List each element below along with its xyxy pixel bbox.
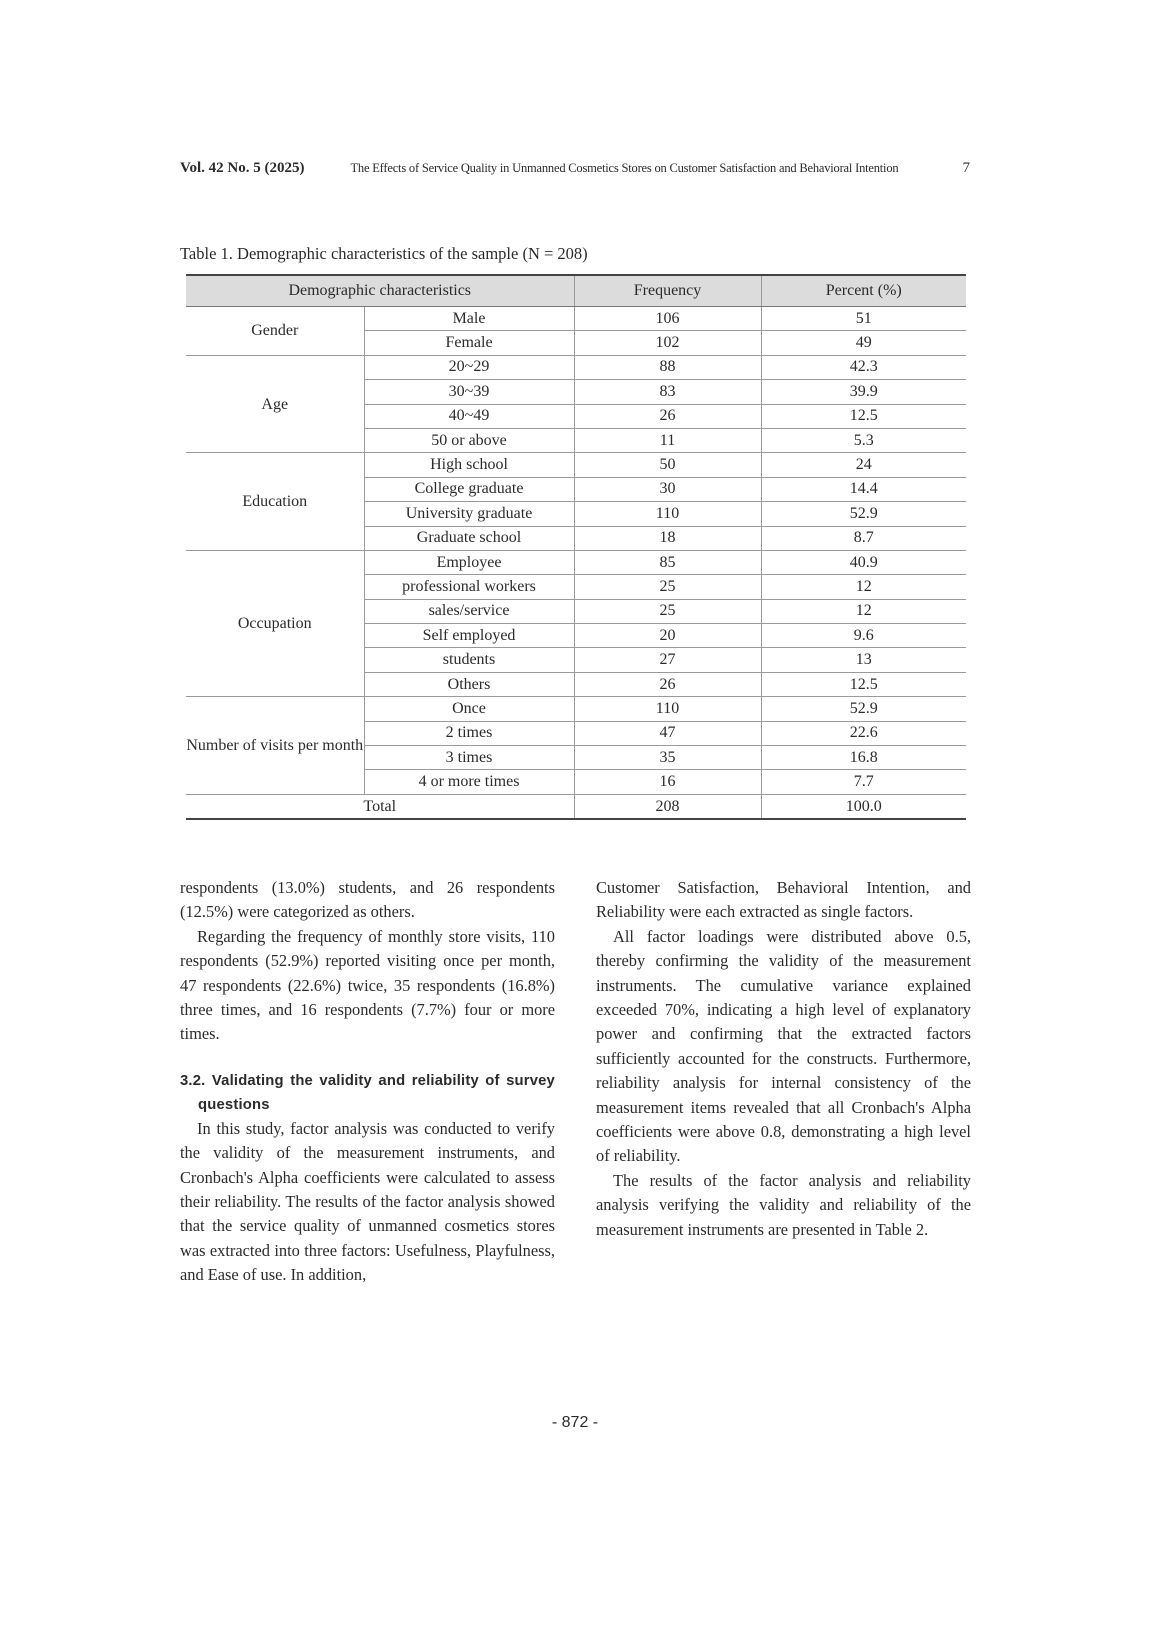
table-total-row: [186, 794, 966, 819]
group-label-visits: Number of visits per month: [186, 697, 364, 795]
row-frequency: 16: [574, 770, 761, 794]
row-frequency: 110: [574, 502, 761, 526]
demographics-table: [186, 274, 966, 820]
row-percent: 8.7: [761, 526, 966, 550]
row-frequency: 26: [574, 404, 761, 428]
table-row: [186, 453, 966, 477]
row-frequency: 18: [574, 526, 761, 550]
row-frequency: 110: [574, 697, 761, 721]
group-label-age: Age: [186, 355, 364, 453]
row-label: 2 times: [364, 721, 574, 745]
row-frequency: 20: [574, 624, 761, 648]
page-header: [180, 160, 970, 177]
row-percent: 12: [761, 575, 966, 599]
row-label: Graduate school: [364, 526, 574, 550]
header-demographic-characteristics: Demographic characteristics: [186, 275, 574, 307]
page-number: - 872 -: [551, 1414, 599, 1431]
row-label: Once: [364, 697, 574, 721]
section-heading: 3.2. Validating the validity and reliability of survey questions: [180, 1072, 555, 1113]
row-label: students: [364, 648, 574, 672]
row-label: 4 or more times: [364, 770, 574, 794]
row-percent: 16.8: [761, 746, 966, 770]
running-title: The Effects of Service Quality in Unmanned Cosmetics Stores on Customer Satisfaction and Behavioral Intention: [350, 161, 899, 175]
right-column: [596, 876, 971, 1242]
row-frequency: 25: [574, 575, 761, 599]
row-label: 20~29: [364, 355, 574, 379]
row-percent: 12: [761, 599, 966, 623]
total-label: Total: [186, 794, 574, 819]
row-percent: 12.5: [761, 404, 966, 428]
row-percent: 39.9: [761, 380, 966, 404]
row-percent: 7.7: [761, 770, 966, 794]
row-percent: 49: [761, 331, 966, 355]
row-frequency: 85: [574, 550, 761, 574]
row-label: 3 times: [364, 746, 574, 770]
row-frequency: 30: [574, 477, 761, 501]
row-frequency: 35: [574, 746, 761, 770]
row-percent: 12.5: [761, 672, 966, 696]
row-label: High school: [364, 453, 574, 477]
table-header-row: [186, 275, 966, 307]
left-column: [180, 876, 555, 1288]
row-frequency: 102: [574, 331, 761, 355]
row-percent: 22.6: [761, 721, 966, 745]
row-label: College graduate: [364, 477, 574, 501]
row-percent: 42.3: [761, 355, 966, 379]
paragraph: Regarding the frequency of monthly store visits, 110 respondents (52.9%) reported visiting once per month, 47 respondents (22.6%) twice, 35 respondents (16.8%) three times, and 16 respondents (7.7%) four or more times.: [180, 926, 555, 1044]
row-label: 30~39: [364, 380, 574, 404]
row-label: Male: [364, 307, 574, 331]
row-percent: 24: [761, 453, 966, 477]
row-frequency: 106: [574, 307, 761, 331]
paragraph: respondents (13.0%) students, and 26 respondents (12.5%) were categorized as others.: [180, 878, 555, 922]
paragraph: Customer Satisfaction, Behavioral Intention, and Reliability were each extracted as single factors.: [596, 878, 971, 922]
row-percent: 9.6: [761, 624, 966, 648]
row-frequency: 50: [574, 453, 761, 477]
row-label: University graduate: [364, 502, 574, 526]
row-percent: 13: [761, 648, 966, 672]
row-percent: 51: [761, 307, 966, 331]
table-row: [186, 697, 966, 721]
row-frequency: 26: [574, 672, 761, 696]
total-frequency: 208: [574, 794, 761, 819]
row-frequency: 11: [574, 428, 761, 452]
row-frequency: 88: [574, 355, 761, 379]
row-label: Others: [364, 672, 574, 696]
table-row: [186, 550, 966, 574]
row-percent: 52.9: [761, 502, 966, 526]
total-percent: 100.0: [761, 794, 966, 819]
paragraph: In this study, factor analysis was conducted to verify the validity of the measurement instruments, and Cronbach's Alpha coefficients were calculated to assess their reliability. The results of the factor analysis showed that the service quality of unmanned cosmetics stores was extracted into three factors: Usefulness, Playfulness, and Ease of use. In addition,: [180, 1118, 555, 1285]
row-label: Employee: [364, 550, 574, 574]
group-label-education: Education: [186, 453, 364, 551]
row-percent: 14.4: [761, 477, 966, 501]
table-row: [186, 355, 966, 379]
row-frequency: 25: [574, 599, 761, 623]
row-frequency: 83: [574, 380, 761, 404]
header-page-number: 7: [962, 160, 970, 176]
row-label: 40~49: [364, 404, 574, 428]
row-frequency: 47: [574, 721, 761, 745]
row-label: professional workers: [364, 575, 574, 599]
journal-volume: Vol. 42 No. 5 (2025): [180, 160, 305, 176]
row-label: Female: [364, 331, 574, 355]
row-label: 50 or above: [364, 428, 574, 452]
header-percent: Percent (%): [761, 275, 966, 307]
group-label-gender: Gender: [186, 307, 364, 356]
row-percent: 5.3: [761, 428, 966, 452]
row-percent: 40.9: [761, 550, 966, 574]
row-label: sales/service: [364, 599, 574, 623]
row-percent: 52.9: [761, 697, 966, 721]
header-frequency: Frequency: [574, 275, 761, 307]
paragraph: The results of the factor analysis and reliability analysis verifying the validity and reliability of the measurement instruments are presented in Table 2.: [596, 1170, 971, 1239]
row-label: Self employed: [364, 624, 574, 648]
paragraph: All factor loadings were distributed above 0.5, thereby confirming the validity of the measurement instruments. The cumulative variance explained exceeded 70%, indicating a high level of explanatory power and confirming that the extracted factors sufficiently accounted for the constructs. Furthermore, reliability analysis for internal consistency of the measurement items revealed that all Cronbach's Alpha coefficients were above 0.8, demonstrating a high level of reliability.: [596, 926, 971, 1166]
row-frequency: 27: [574, 648, 761, 672]
group-label-occupation: Occupation: [186, 550, 364, 696]
table-caption: Table 1. Demographic characteristics of the sample (N = 208): [180, 244, 588, 263]
table-row: [186, 307, 966, 331]
